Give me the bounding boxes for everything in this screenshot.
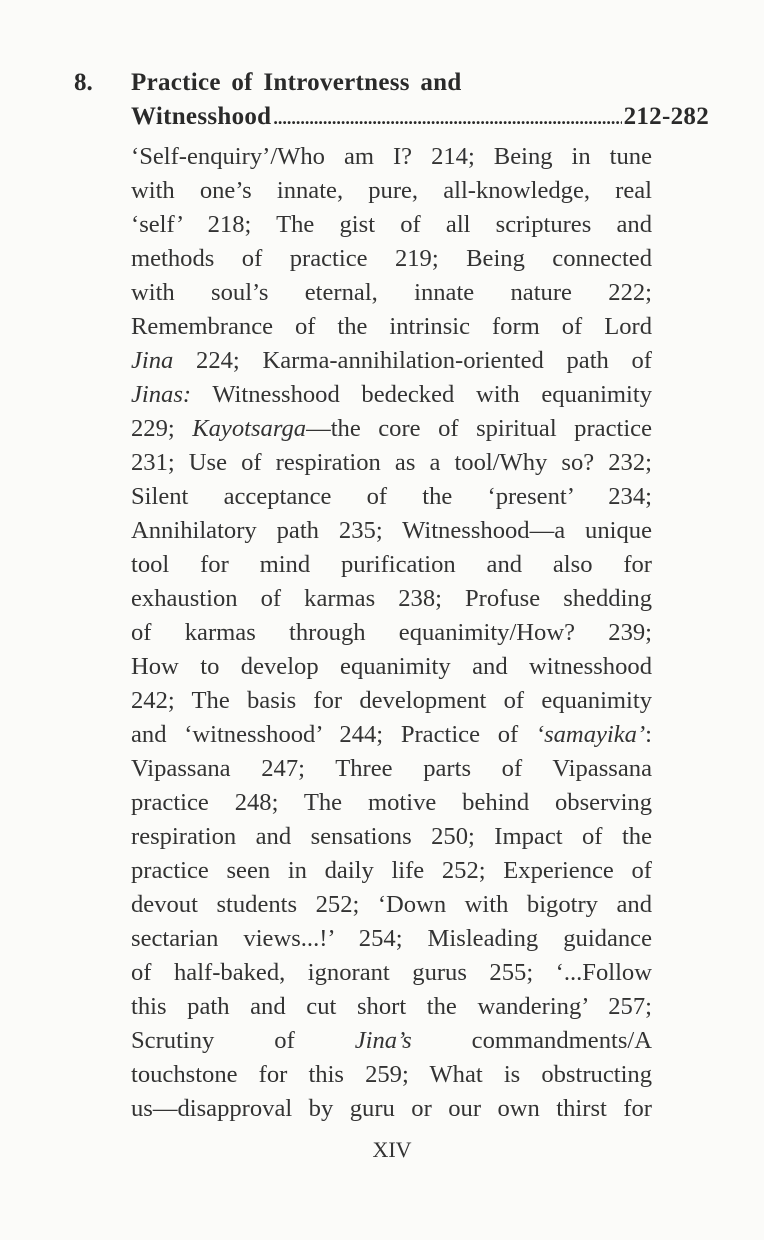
description-text: us—disapproval by guru or our own thirst for bbox=[131, 1095, 652, 1122]
italic-term: Jinas: bbox=[131, 381, 192, 408]
description-text: ‘self’ 218; The gist of all scriptures and bbox=[131, 211, 652, 238]
description-line bbox=[131, 616, 652, 650]
description-text: exhaustion of karmas 238; Profuse shedding bbox=[131, 585, 652, 612]
description-line bbox=[131, 854, 652, 888]
description-text: commandments/A bbox=[411, 1027, 652, 1054]
italic-term: Jina’s bbox=[354, 1027, 412, 1054]
description-line bbox=[131, 718, 652, 752]
description-text: touchstone for this 259; What is obstructing bbox=[131, 1061, 652, 1088]
description-line bbox=[131, 820, 652, 854]
description-text: Annihilatory path 235; Witnesshood—a unique bbox=[131, 517, 652, 544]
description-line bbox=[131, 650, 652, 684]
toc-entry-title-text: Witnesshood bbox=[131, 103, 272, 130]
description-line bbox=[131, 888, 652, 922]
toc-entry-title-line2 bbox=[131, 100, 709, 135]
description-line bbox=[131, 174, 652, 208]
description-line bbox=[131, 208, 652, 242]
description-text: practice 248; The motive behind observing bbox=[131, 789, 652, 816]
italic-term: Jina bbox=[131, 347, 174, 374]
description-text: methods of practice 219; Being connected bbox=[131, 245, 652, 272]
description-text: of half-baked, ignorant gurus 255; ‘...Follow bbox=[131, 959, 652, 986]
description-line bbox=[131, 1092, 652, 1126]
description-line bbox=[131, 956, 652, 990]
description-text: How to develop equanimity and witnesshood bbox=[131, 653, 652, 680]
toc-entry-description bbox=[131, 140, 652, 1126]
description-text: sectarian views...!’ 254; Misleading guidance bbox=[131, 925, 652, 952]
description-line bbox=[131, 310, 652, 344]
description-line bbox=[131, 378, 652, 412]
toc-entry-title bbox=[131, 66, 709, 135]
description-line bbox=[131, 140, 652, 174]
description-text: : bbox=[645, 721, 652, 748]
description-text: this path and cut short the wandering’ 257; bbox=[131, 993, 652, 1020]
description-text: Scrutiny of bbox=[131, 1027, 355, 1054]
description-line bbox=[131, 446, 652, 480]
description-text: Silent acceptance of the ‘present’ 234; bbox=[131, 483, 652, 510]
description-text: 229; bbox=[131, 415, 193, 442]
description-line bbox=[131, 412, 652, 446]
description-line bbox=[131, 922, 652, 956]
description-line bbox=[131, 1024, 652, 1058]
description-line bbox=[131, 1058, 652, 1092]
italic-term: ‘samayika’ bbox=[535, 721, 646, 748]
description-text: 242; The basis for development of equanimity bbox=[131, 687, 652, 714]
description-text: 224; Karma-annihilation-oriented path of bbox=[173, 347, 652, 374]
description-line bbox=[131, 752, 652, 786]
description-line bbox=[131, 548, 652, 582]
description-line bbox=[131, 684, 652, 718]
description-line bbox=[131, 242, 652, 276]
description-text: Remembrance of the intrinsic form of Lord bbox=[131, 313, 652, 340]
description-text: Witnesshood bedecked with equanimity bbox=[191, 381, 652, 408]
description-text: of karmas through equanimity/How? 239; bbox=[131, 619, 652, 646]
description-text: respiration and sensations 250; Impact of the bbox=[131, 823, 652, 850]
description-line bbox=[131, 990, 652, 1024]
page-number: XIV bbox=[372, 1137, 412, 1162]
toc-entry-page-range: 212-282 bbox=[623, 103, 709, 130]
toc-entry-title-line1: Practice of Introvertness and bbox=[131, 69, 462, 96]
italic-term: Kayotsarga bbox=[192, 415, 307, 442]
description-text: ‘Self-enquiry’/Who am I? 214; Being in tune bbox=[131, 143, 652, 170]
description-text: tool for mind purification and also for bbox=[131, 551, 652, 578]
description-text: —the core of spiritual practice bbox=[306, 415, 652, 442]
dot-leader bbox=[273, 101, 621, 135]
description-line bbox=[131, 480, 652, 514]
description-line bbox=[131, 276, 652, 310]
description-text: Vipassana 247; Three parts of Vipassana bbox=[131, 755, 652, 782]
description-line bbox=[131, 786, 652, 820]
description-text: devout students 252; ‘Down with bigotry and bbox=[131, 891, 652, 918]
toc-entry-number: 8. bbox=[74, 69, 93, 96]
description-line bbox=[131, 344, 652, 378]
description-text: with one’s innate, pure, all-knowledge, real bbox=[131, 177, 652, 204]
description-line bbox=[131, 582, 652, 616]
description-text: with soul’s eternal, innate nature 222; bbox=[131, 279, 652, 306]
description-text: 231; Use of respiration as a tool/Why so? 232; bbox=[131, 449, 652, 476]
description-text: practice seen in daily life 252; Experience of bbox=[131, 857, 652, 884]
description-line bbox=[131, 514, 652, 548]
description-text: and ‘witnesshood’ 244; Practice of bbox=[131, 721, 536, 748]
